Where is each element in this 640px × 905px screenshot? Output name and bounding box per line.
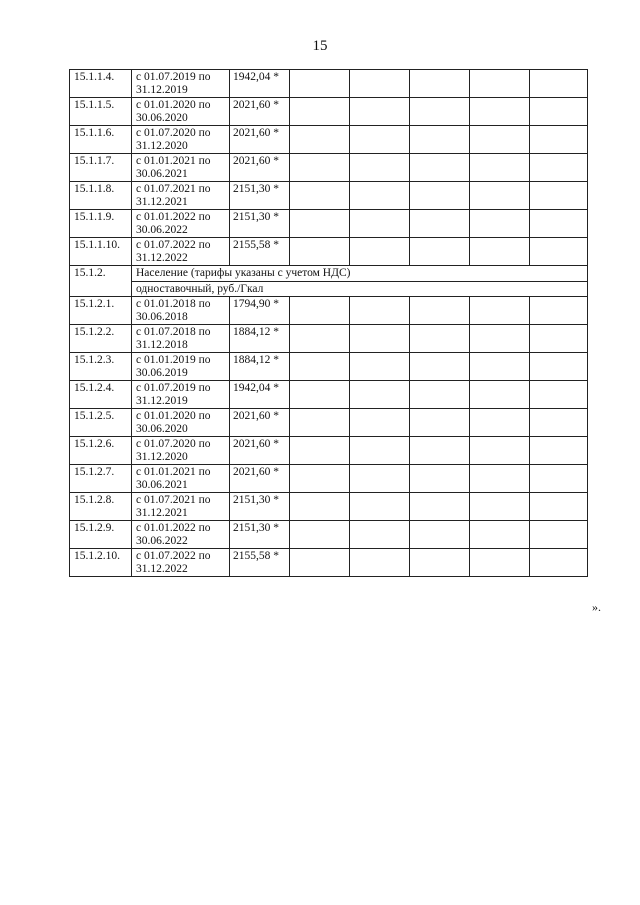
row-number: 15.1.2.6. xyxy=(70,437,132,465)
empty-cell xyxy=(530,549,588,577)
row-number: 15.1.1.8. xyxy=(70,182,132,210)
empty-cell xyxy=(350,409,410,437)
row-number: 15.1.2.5. xyxy=(70,409,132,437)
period-from: с 01.07.2022 по xyxy=(136,550,211,562)
empty-cell xyxy=(290,325,350,353)
row-number: 15.1.2.9. xyxy=(70,521,132,549)
row-number: 15.1.2.1. xyxy=(70,297,132,325)
empty-cell xyxy=(350,182,410,210)
empty-cell xyxy=(290,98,350,126)
empty-cell xyxy=(410,154,470,182)
empty-cell xyxy=(410,549,470,577)
row-period xyxy=(132,154,230,182)
period-to: 30.06.2020 xyxy=(136,112,188,124)
empty-cell xyxy=(530,409,588,437)
row-tariff-value: 1942,04 * xyxy=(230,70,290,98)
empty-cell xyxy=(470,210,530,238)
period-to: 31.12.2020 xyxy=(136,140,188,152)
period-from: с 01.01.2021 по xyxy=(136,155,211,167)
empty-cell xyxy=(350,210,410,238)
empty-cell xyxy=(290,409,350,437)
period-from: с 01.07.2018 по xyxy=(136,326,211,338)
row-period xyxy=(132,353,230,381)
period-to: 30.06.2019 xyxy=(136,367,188,379)
empty-cell xyxy=(530,238,588,266)
table-row xyxy=(70,409,588,437)
group-title xyxy=(132,266,588,297)
empty-cell xyxy=(350,549,410,577)
period-to: 31.12.2022 xyxy=(136,563,188,575)
row-period xyxy=(132,465,230,493)
period-from: с 01.01.2018 по xyxy=(136,298,211,310)
period-from: с 01.01.2021 по xyxy=(136,466,211,478)
closing-quote: ». xyxy=(592,600,601,614)
empty-cell xyxy=(410,126,470,154)
empty-cell xyxy=(290,493,350,521)
row-number: 15.1.1.6. xyxy=(70,126,132,154)
row-number: 15.1.2.2. xyxy=(70,325,132,353)
row-period xyxy=(132,437,230,465)
empty-cell xyxy=(410,353,470,381)
empty-cell xyxy=(290,126,350,154)
empty-cell xyxy=(530,437,588,465)
period-to: 31.12.2019 xyxy=(136,84,188,96)
row-tariff-value: 2151,30 * xyxy=(230,521,290,549)
period-to: 30.06.2018 xyxy=(136,311,188,323)
empty-cell xyxy=(470,353,530,381)
empty-cell xyxy=(290,210,350,238)
table-row xyxy=(70,238,588,266)
empty-cell xyxy=(470,325,530,353)
empty-cell xyxy=(410,409,470,437)
empty-cell xyxy=(530,325,588,353)
period-from: с 01.01.2020 по xyxy=(136,99,211,111)
empty-cell xyxy=(290,70,350,98)
empty-cell xyxy=(470,381,530,409)
row-tariff-value: 2021,60 * xyxy=(230,98,290,126)
empty-cell xyxy=(290,154,350,182)
row-tariff-value: 2021,60 * xyxy=(230,154,290,182)
row-tariff-value: 2151,30 * xyxy=(230,210,290,238)
empty-cell xyxy=(350,465,410,493)
empty-cell xyxy=(350,381,410,409)
row-period xyxy=(132,70,230,98)
row-tariff-value: 1884,12 * xyxy=(230,353,290,381)
row-number: 15.1.1.9. xyxy=(70,210,132,238)
empty-cell xyxy=(530,126,588,154)
row-period xyxy=(132,493,230,521)
period-from: с 01.07.2020 по xyxy=(136,438,211,450)
group-title-line1: Население (тарифы указаны с учетом НДС) xyxy=(136,267,351,279)
table-row xyxy=(70,465,588,493)
period-from: с 01.07.2022 по xyxy=(136,239,211,251)
table-body-b xyxy=(70,297,588,577)
period-to: 31.12.2021 xyxy=(136,507,188,519)
row-period xyxy=(132,521,230,549)
table-row xyxy=(70,210,588,238)
row-period xyxy=(132,297,230,325)
table-row xyxy=(70,154,588,182)
empty-cell xyxy=(470,493,530,521)
period-from: с 01.07.2021 по xyxy=(136,183,211,195)
empty-cell xyxy=(350,493,410,521)
empty-cell xyxy=(470,70,530,98)
row-number: 15.1.2.3. xyxy=(70,353,132,381)
table-row xyxy=(70,98,588,126)
row-period xyxy=(132,210,230,238)
empty-cell xyxy=(350,70,410,98)
table-row xyxy=(70,493,588,521)
row-number: 15.1.2.8. xyxy=(70,493,132,521)
empty-cell xyxy=(470,297,530,325)
period-to: 30.06.2021 xyxy=(136,168,188,180)
row-period xyxy=(132,98,230,126)
empty-cell xyxy=(530,70,588,98)
row-tariff-value: 1794,90 * xyxy=(230,297,290,325)
period-from: с 01.01.2020 по xyxy=(136,410,211,422)
table-row xyxy=(70,325,588,353)
row-number: 15.1.2.10. xyxy=(70,549,132,577)
row-period xyxy=(132,126,230,154)
empty-cell xyxy=(410,521,470,549)
row-number: 15.1.1.4. xyxy=(70,70,132,98)
empty-cell xyxy=(290,521,350,549)
row-number: 15.1.1.10. xyxy=(70,238,132,266)
empty-cell xyxy=(410,70,470,98)
row-number: 15.1.1.5. xyxy=(70,98,132,126)
period-from: с 01.01.2019 по xyxy=(136,354,211,366)
empty-cell xyxy=(530,182,588,210)
table-row xyxy=(70,549,588,577)
empty-cell xyxy=(530,493,588,521)
row-tariff-value: 2155,58 * xyxy=(230,549,290,577)
period-to: 30.06.2021 xyxy=(136,479,188,491)
group-number: 15.1.2. xyxy=(70,266,132,297)
row-number: 15.1.2.7. xyxy=(70,465,132,493)
empty-cell xyxy=(410,210,470,238)
table-row xyxy=(70,437,588,465)
period-from: с 01.07.2020 по xyxy=(136,127,211,139)
empty-cell xyxy=(470,238,530,266)
empty-cell xyxy=(410,297,470,325)
empty-cell xyxy=(350,437,410,465)
table-row xyxy=(70,521,588,549)
row-period xyxy=(132,409,230,437)
empty-cell xyxy=(350,297,410,325)
empty-cell xyxy=(290,437,350,465)
row-period xyxy=(132,549,230,577)
empty-cell xyxy=(530,98,588,126)
row-period xyxy=(132,325,230,353)
period-from: с 01.07.2019 по xyxy=(136,382,211,394)
empty-cell xyxy=(470,98,530,126)
table-row xyxy=(70,182,588,210)
empty-cell xyxy=(470,182,530,210)
row-tariff-value: 2021,60 * xyxy=(230,409,290,437)
empty-cell xyxy=(350,98,410,126)
period-from: с 01.01.2022 по xyxy=(136,211,211,223)
empty-cell xyxy=(530,381,588,409)
table-group xyxy=(70,266,588,297)
empty-cell xyxy=(350,238,410,266)
table-body-a xyxy=(70,70,588,266)
empty-cell xyxy=(350,521,410,549)
empty-cell xyxy=(290,549,350,577)
row-tariff-value: 2021,60 * xyxy=(230,465,290,493)
page-number: 15 xyxy=(312,38,328,54)
empty-cell xyxy=(350,154,410,182)
empty-cell xyxy=(470,126,530,154)
period-to: 30.06.2020 xyxy=(136,423,188,435)
empty-cell xyxy=(350,353,410,381)
row-tariff-value: 2151,30 * xyxy=(230,182,290,210)
row-period xyxy=(132,381,230,409)
period-from: с 01.01.2022 по xyxy=(136,522,211,534)
empty-cell xyxy=(530,297,588,325)
empty-cell xyxy=(530,154,588,182)
row-tariff-value: 2151,30 * xyxy=(230,493,290,521)
empty-cell xyxy=(290,238,350,266)
row-tariff-value: 2155,58 * xyxy=(230,238,290,266)
empty-cell xyxy=(410,381,470,409)
empty-cell xyxy=(350,126,410,154)
period-to: 31.12.2019 xyxy=(136,395,188,407)
empty-cell xyxy=(470,154,530,182)
empty-cell xyxy=(290,465,350,493)
empty-cell xyxy=(290,297,350,325)
row-tariff-value: 2021,60 * xyxy=(230,126,290,154)
row-number: 15.1.1.7. xyxy=(70,154,132,182)
empty-cell xyxy=(410,238,470,266)
period-to: 31.12.2022 xyxy=(136,252,188,264)
empty-cell xyxy=(470,465,530,493)
period-from: с 01.07.2021 по xyxy=(136,494,211,506)
empty-cell xyxy=(290,182,350,210)
empty-cell xyxy=(530,465,588,493)
empty-cell xyxy=(410,437,470,465)
row-tariff-value: 2021,60 * xyxy=(230,437,290,465)
period-from: с 01.07.2019 по xyxy=(136,71,211,83)
empty-cell xyxy=(290,353,350,381)
row-tariff-value: 1884,12 * xyxy=(230,325,290,353)
table-row xyxy=(70,297,588,325)
empty-cell xyxy=(410,182,470,210)
table-row xyxy=(70,70,588,98)
empty-cell xyxy=(410,493,470,521)
period-to: 31.12.2020 xyxy=(136,451,188,463)
empty-cell xyxy=(530,210,588,238)
row-period xyxy=(132,182,230,210)
empty-cell xyxy=(470,521,530,549)
table-row xyxy=(70,353,588,381)
row-period xyxy=(132,238,230,266)
table-row xyxy=(70,381,588,409)
empty-cell xyxy=(530,521,588,549)
period-to: 30.06.2022 xyxy=(136,535,188,547)
group-row xyxy=(70,266,588,297)
table-row xyxy=(70,126,588,154)
empty-cell xyxy=(350,325,410,353)
row-tariff-value: 1942,04 * xyxy=(230,381,290,409)
empty-cell xyxy=(470,409,530,437)
period-to: 30.06.2022 xyxy=(136,224,188,236)
empty-cell xyxy=(470,549,530,577)
empty-cell xyxy=(410,465,470,493)
period-to: 31.12.2021 xyxy=(136,196,188,208)
tariff-table xyxy=(69,69,588,577)
empty-cell xyxy=(470,437,530,465)
empty-cell xyxy=(410,325,470,353)
empty-cell xyxy=(410,98,470,126)
empty-cell xyxy=(290,381,350,409)
group-title-line2: одноставочный, руб./Гкал xyxy=(132,281,587,296)
empty-cell xyxy=(530,353,588,381)
period-to: 31.12.2018 xyxy=(136,339,188,351)
row-number: 15.1.2.4. xyxy=(70,381,132,409)
